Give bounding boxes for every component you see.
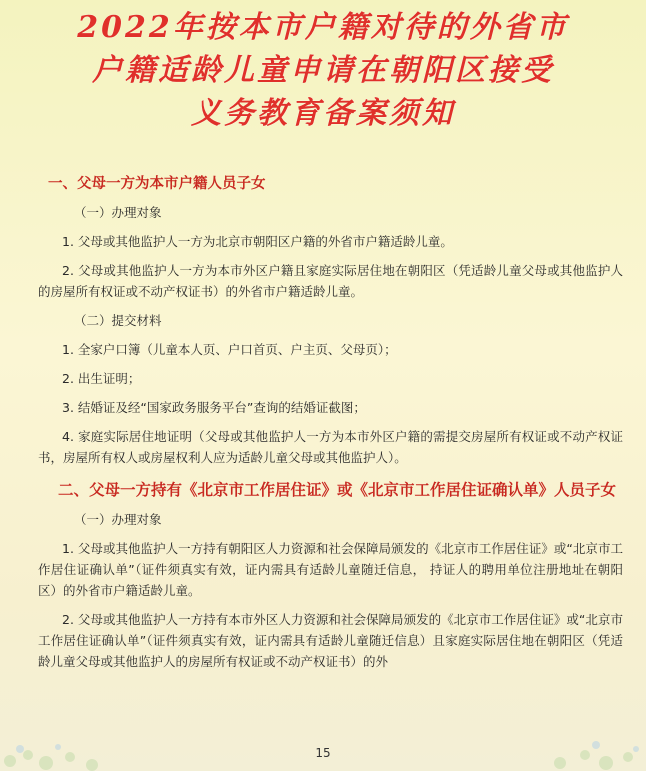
section-2-target-item-1: 1. 父母或其他监护人一方持有朝阳区人力资源和社会保障局颁发的《北京市工作居住证》或“北京市工作居住证确认单”（证件须真实有效，证内需具有适龄儿童随迁信息， 持证人的聘用单位注册地址在朝阳区）的外省市户籍适龄儿童。	[38, 541, 623, 598]
section-1-target-item-2: 2. 父母或其他监护人一方为本市外区户籍且家庭实际居住地在朝阳区（凭适龄儿童父母或其他监护人的房屋所有权证或不动产权证书）的外省市户籍适龄儿童。	[38, 263, 623, 299]
section-1-material-item-3: 3. 结婚证及经“国家政务服务平台”查询的结婚证截图；	[62, 400, 366, 415]
page-number: 15	[315, 746, 331, 760]
section-1-subheading-materials: （二）提交材料	[74, 313, 162, 328]
section-1-target-item-1: 1. 父母或其他监护人一方为北京市朝阳区户籍的外省市户籍适龄儿童。	[62, 234, 453, 249]
section-2-subheading-target: （一）办理对象	[74, 512, 162, 527]
title-line-1: 2022年按本市户籍对待的外省市	[77, 10, 569, 45]
document-title	[20, 6, 626, 135]
document-body	[38, 172, 623, 680]
title-line-3: 义务教育备案须知	[191, 96, 455, 131]
section-1-heading: 一、父母一方为本市户籍人员子女	[48, 176, 266, 192]
section-1-material-item-2: 2. 出生证明；	[62, 371, 141, 386]
section-1-subheading-target: （一）办理对象	[74, 205, 162, 220]
section-1-material-item-4: 4. 家庭实际居住地证明（父母或其他监护人一方为本市外区户籍的需提交房屋所有权证或不动产权证书，房屋所有权人或房屋权利人应为适龄儿童父母或其他监护人）。	[38, 429, 623, 465]
section-2-target-item-2: 2. 父母或其他监护人一方持有本市外区人力资源和社会保障局颁发的《北京市工作居住证》或“北京市工作居住证确认单”（证件须真实有效，证内需具有适龄儿童随迁信息）且家庭实际居住地在朝阳区（凭适龄儿童父母或其他监护人的房屋所有权证或不动产权证书）的外	[38, 612, 623, 669]
section-1-material-item-1: 1. 全家户口簿（儿童本人页、户口首页、户主页、父母页）；	[62, 342, 397, 357]
title-line-2: 户籍适龄儿童申请在朝阳区接受	[92, 53, 554, 88]
section-2-heading: 二、父母一方持有《北京市工作居住证》或《北京市工作居住证确认单》人员子女	[58, 481, 617, 499]
